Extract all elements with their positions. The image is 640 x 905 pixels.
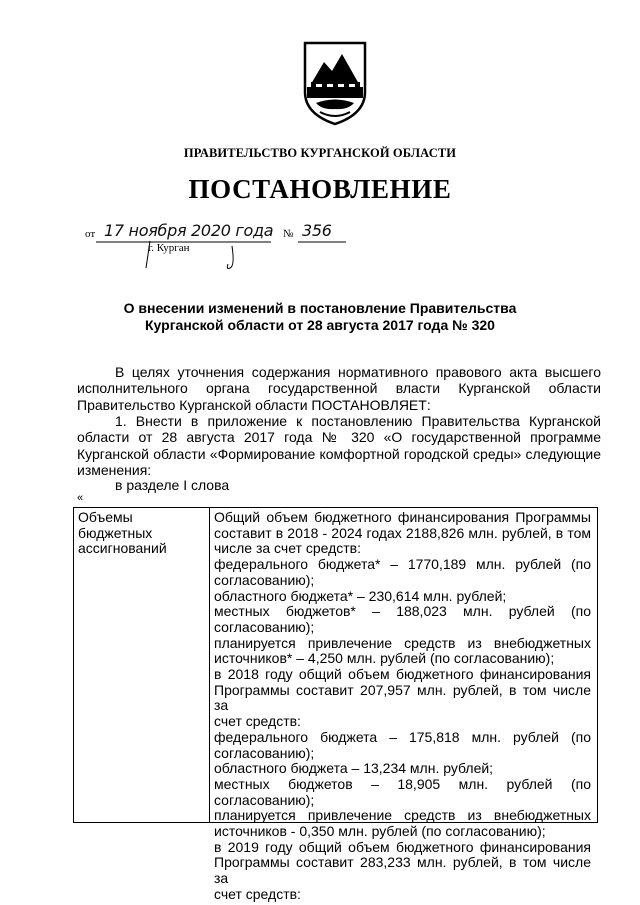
table-value-cell xyxy=(210,508,597,902)
table-line: источников - 0,350 млн. рублей (по согласованию); xyxy=(214,823,546,840)
table-line: планируется привлечение средств из внебюджетных xyxy=(214,807,591,824)
item-1-paragraph: 1. Внести в приложение к постановлению Правительства Курганской области от 28 августа 2017 года № 320 «О государственной программе Курганской области «Формирование комфортной городской среды» следующие изменения: xyxy=(77,413,601,479)
signature-scribbles xyxy=(140,238,270,270)
table-line: Программы составит 207,957 млн. рублей, в том числе за xyxy=(214,681,591,714)
table-line: счет средств: xyxy=(214,713,301,730)
document-subject xyxy=(0,300,640,334)
budget-table xyxy=(73,507,598,902)
table-line: Общий объем бюджетного финансирования Программы xyxy=(214,509,591,525)
table-label: Объемы бюджетных ассигнований xyxy=(78,509,167,557)
table-line: согласованию); xyxy=(214,744,315,761)
table-line: федерального бюджета* – 1770,189 млн. рублей (по xyxy=(214,556,591,573)
city-label: г. Курган xyxy=(148,242,190,254)
table-line: в 2018 году общий объем бюджетного финансирования xyxy=(214,666,591,683)
subject-line-1: О внесении изменений в постановление Правительства xyxy=(123,300,517,316)
table-line: счет средств: xyxy=(214,885,301,902)
document-meta xyxy=(0,218,640,268)
handwritten-date: 17 ноября 2020 года xyxy=(104,221,274,240)
number-underline xyxy=(298,240,346,244)
government-name: ПРАВИТЕЛЬСТВО КУРГАНСКОЙ ОБЛАСТИ xyxy=(183,146,457,160)
document-type-title: ПОСТАНОВЛЕНИЕ xyxy=(188,174,452,204)
table-line: местных бюджетов – 18,905 млн. рублей (по согласованию); xyxy=(214,775,591,808)
handwritten-number: 356 xyxy=(302,221,332,240)
subject-line-2: Курганской области от 28 августа 2017 года № 320 xyxy=(145,317,495,333)
table-line: областного бюджета – 13,234 млн. рублей; xyxy=(214,760,494,777)
table-line: федерального бюджета – 175,818 млн. рублей (по xyxy=(214,728,591,745)
table-line: местных бюджетов* – 188,023 млн. рублей (по согласованию); xyxy=(214,603,591,635)
table-line: составит в 2018 - 2024 годах 2188,826 млн. рублей, в том xyxy=(214,524,591,541)
table-line: источников* – 4,250 млн. рублей (по согласованию); xyxy=(214,650,555,667)
table-line: Программы составит 283,233 млн. рублей, в том числе за xyxy=(214,854,591,887)
table-line: числе за счет средств: xyxy=(214,540,361,557)
table-line: согласованию); xyxy=(214,571,315,588)
intro-paragraph: В целях уточнения содержания нормативного правового акта высшего исполнительного органа государственной власти Курганской области Правительство Курганской области ПОСТАНОВЛЯЕТ: xyxy=(77,364,601,413)
kurgan-coat-of-arms-emblem xyxy=(302,40,368,126)
table-value-lines xyxy=(214,510,591,903)
table-line: планируется привлечение средств из внебюджетных xyxy=(214,634,591,651)
number-label: № xyxy=(283,228,294,240)
section-paragraph: в разделе I слова xyxy=(115,477,230,493)
table-label-cell xyxy=(74,508,210,822)
date-prefix-label: от xyxy=(85,228,96,240)
table-line: в 2019 году общий объем бюджетного финансирования xyxy=(214,838,591,855)
opening-quote-mark: « xyxy=(77,492,84,504)
table-line: областного бюджета* – 230,614 млн. рублей; xyxy=(214,587,507,604)
